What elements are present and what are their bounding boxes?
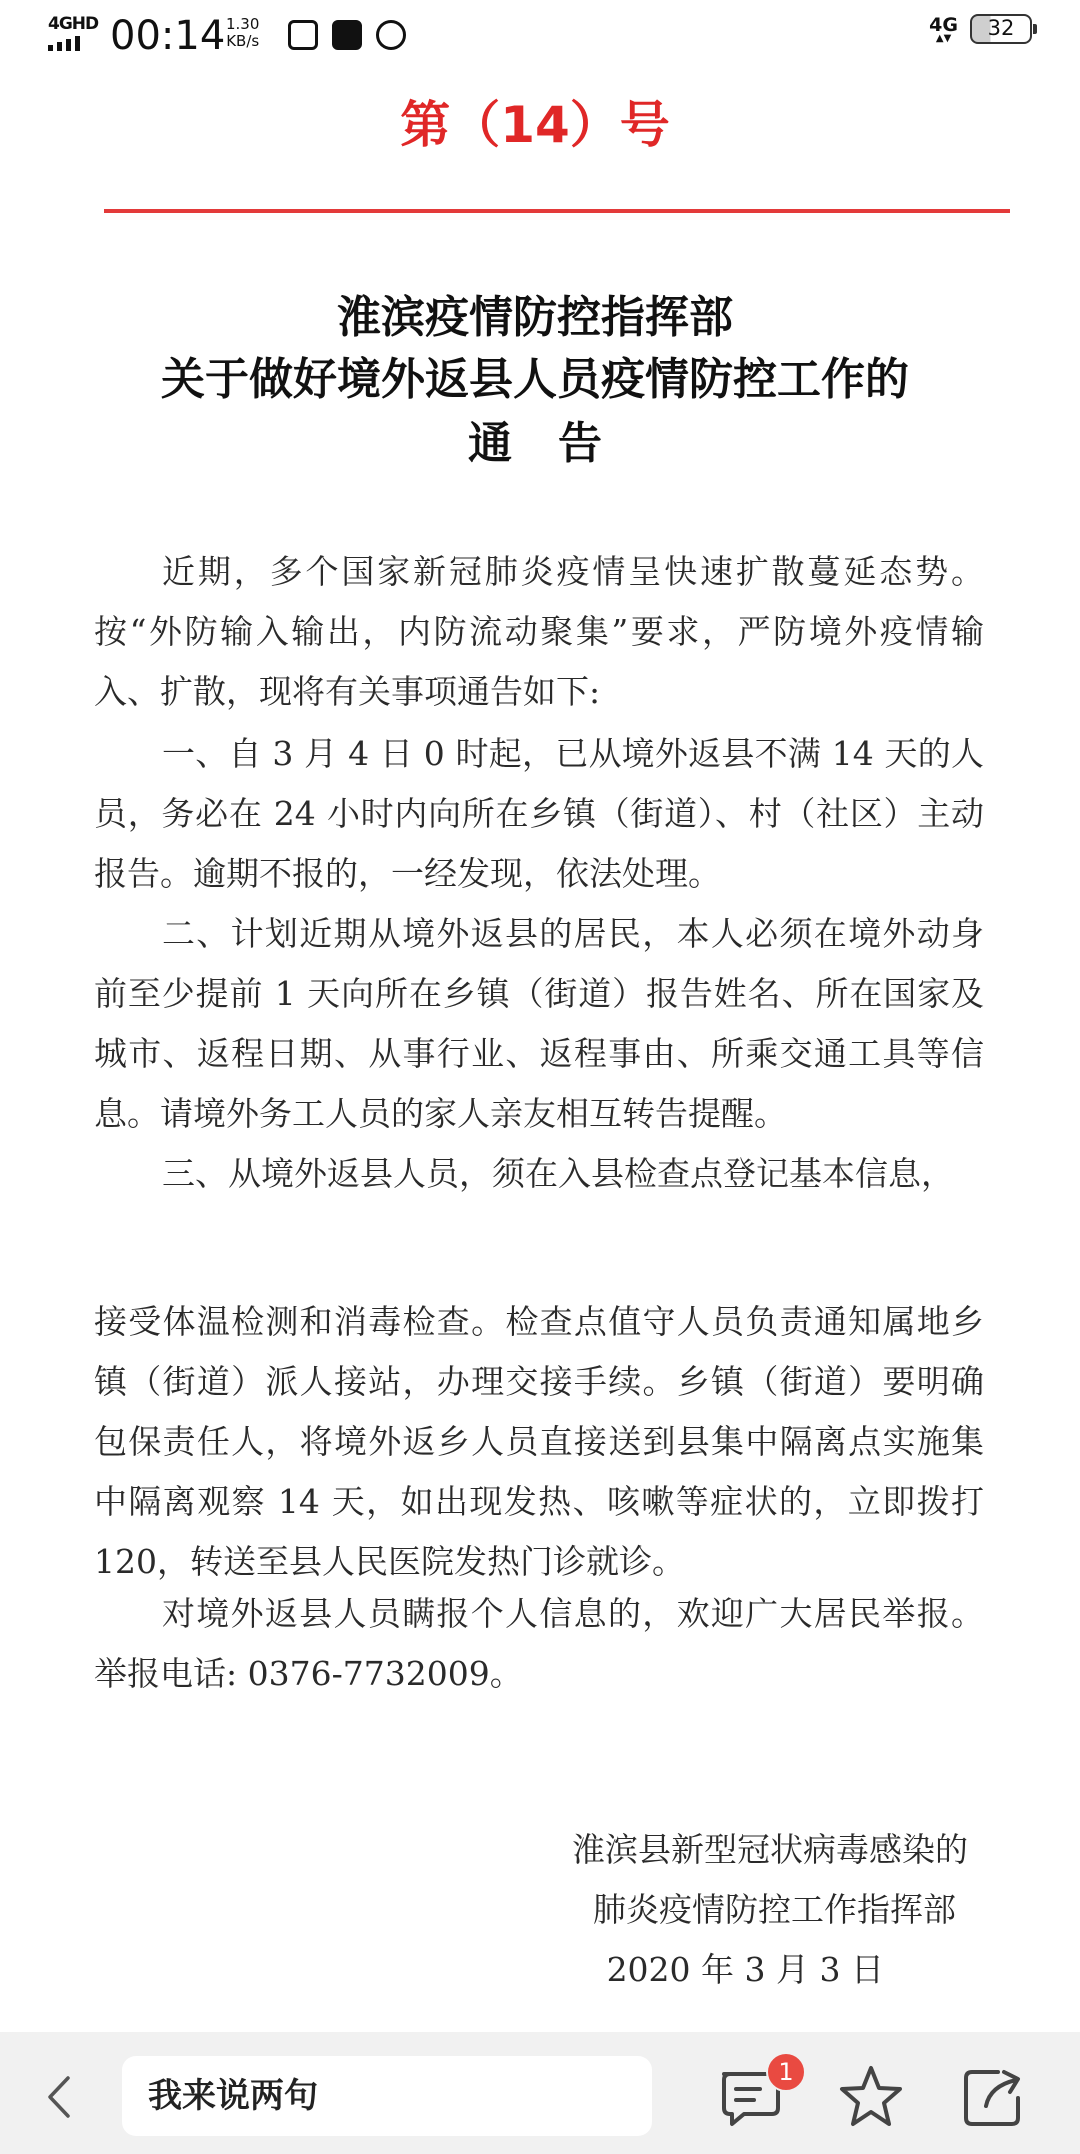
back-button[interactable]: [36, 2072, 86, 2122]
document-number: 第（14）号: [400, 96, 670, 154]
red-divider: [104, 209, 1010, 213]
share-icon: [958, 2062, 1028, 2132]
status-right: [929, 14, 1032, 44]
star-icon: [836, 2062, 906, 2132]
photo-off-icon: [288, 20, 318, 50]
hand-icon: [376, 20, 406, 50]
signature-line1: 淮滨县新型冠状病毒感染的: [572, 1830, 968, 1869]
status-bar: [0, 0, 1080, 72]
notification-icons: [288, 20, 406, 50]
paragraph-item-3-continued: 接受体温检测和消毒检查。检查点值守人员负责通知属地乡镇（街道）派人接站，办理交接手续。乡镇（街道）要明确包保责任人，将境外返乡人员直接送到县集中隔离点实施集中隔离观察 14 天，如出现发热、咳嗽等症状的，立即拨打120，转送至县人民医院发热门诊就诊。: [94, 1302, 984, 1581]
comment-count-badge: 1: [766, 2052, 806, 2092]
share-button[interactable]: [958, 2062, 1028, 2132]
signature-line2: 肺炎疫情防控工作指挥部: [593, 1890, 956, 1929]
paragraph-intro: 近期，多个国家新冠肺炎疫情呈快速扩散蔓延态势。按“外防输入输出，内防流动聚集”要求，严防境外疫情输入、扩散，现将有关事项通告如下:: [94, 552, 984, 711]
paragraph-report: 对境外返县人员瞒报个人信息的，欢迎广大居民举报。举报电话: 0376-7732009。: [94, 1594, 984, 1693]
battery-indicator: 32: [970, 14, 1032, 44]
network-speed-value: 1.30: [226, 15, 260, 33]
bottom-action-bar: [0, 2032, 1080, 2154]
back-icon: [36, 2072, 86, 2122]
document-title-line1: 淮滨疫情防控指挥部: [337, 292, 733, 343]
message-icon: [332, 20, 362, 50]
comment-input[interactable]: [122, 2056, 652, 2136]
clock: 00:14: [110, 13, 226, 59]
data-network-indicator: 4G ▲▼: [929, 14, 958, 44]
document-title-line3: 通告: [468, 418, 648, 469]
paragraph-item-2: 二、计划近期从境外返县的居民，本人必须在境外动身前至少提前 1 天向所在乡镇（街道）报告姓名、所在国家及城市、返程日期、从事行业、返程事由、所乘交通工具等信息。请境外务工人员的家人亲友相互转告提醒。: [94, 914, 984, 1133]
favorite-button[interactable]: [836, 2062, 906, 2132]
network-type: 4GHD: [48, 14, 99, 34]
paragraph-item-3: 三、从境外返县人员，须在入县检查点登记基本信息，: [162, 1154, 954, 1193]
signal-icon: [44, 14, 99, 54]
paragraph-item-1: 一、自 3 月 4 日 0 时起，已从境外返县不满 14 天的人员，务必在 24 小时内向所在乡镇（街道）、村（社区）主动报告。逾期不报的，一经发现，依法处理。: [94, 734, 984, 893]
network-speed: [226, 16, 259, 50]
document-date: 2020 年 3 月 3 日: [606, 1950, 884, 1989]
data-network-label: 4G: [929, 14, 958, 36]
network-speed-unit: KB/s: [226, 32, 260, 50]
document-title-line2: 关于做好境外返县人员疫情防控工作的: [161, 354, 909, 405]
